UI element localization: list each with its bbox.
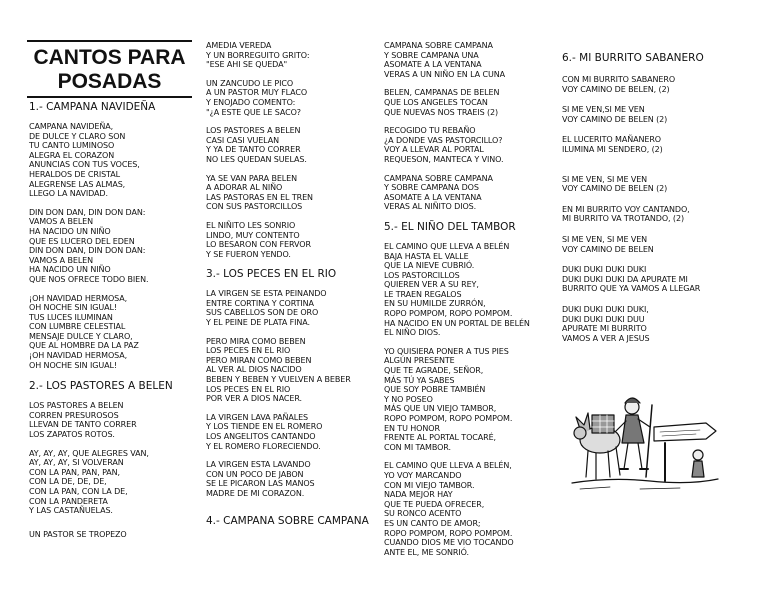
stanza [562,105,762,124]
lyric-line: ANTE EL, ME SONRIÓ. [384,547,469,557]
lyric-line: REQUESON, MANTECA Y VINO. [384,154,504,164]
lyric-line: BEBEN Y BEBEN Y VUELVEN A BEBER [206,375,351,385]
stanza [29,530,199,540]
lyric-line: NO LES QUEDAN SUELAS. [206,154,307,164]
lyric-line: LOS PASTORCILLOS [384,270,460,280]
lyric-line: CON LA DE, DE, DE, [29,477,107,487]
lyric-line: QUE TE PUEDA OFRECER, [384,499,485,509]
lyric-line: ASOMATE A LA VENTANA [384,192,482,202]
lyric-line: EN MI BURRITO VOY CANTANDO, [562,204,690,214]
lyric-line: DUKI DUKI DUKI DA APURATE MI [562,274,688,284]
lyric-line: LLEGO LA NAVIDAD. [29,189,108,199]
lyric-line: MÁS QUE UN VIEJO TAMBOR, [384,404,497,414]
lyric-line: OH NOCHE SIN IGUAL! [29,303,117,313]
stanza [562,265,762,294]
lyric-line: Y ENOJADO COMENTO: [206,97,296,107]
lyric-line: ES UN CANTO DE AMOR; [384,518,481,528]
lyric-line: AL VER AL DIOS NACIDO [206,365,302,375]
lyric-line: QUE NOS OFRECE TODO BIEN. [29,274,149,284]
song-heading-1: 1.- CAMPANA NAVIDEÑA [29,101,156,113]
lyric-line: LO BESARON CON FERVOR [206,240,311,250]
lyric-line: DIN DON DAN, DIN DON DAN: [29,246,146,256]
stanza [206,337,381,404]
stanza [206,126,381,164]
lyric-line: BAJA HASTA EL VALLE [384,251,469,261]
lyric-line: EL CAMINO QUE LLEVA A BELÉN, [384,461,512,471]
lyric-line: CAMPANA NAVIDEÑA, [29,122,114,131]
stanza [206,174,381,212]
lyric-line: SUS CABELLOS SON DE ORO [206,308,319,318]
lyric-line: ¡OH NAVIDAD HERMOSA, [29,293,128,303]
lyric-line: QUE AL HOMBRE DA LA PAZ [29,341,139,351]
lyric-line: MENSAJE DULCE Y CLARO, [29,331,133,341]
lyric-line: LOS PASTORES A BELEN [29,401,124,411]
lyric-line: DUKI DUKI DUKI DUKI, [562,304,649,314]
stanza [29,401,199,439]
stanza [562,75,762,94]
lyric-line: RECOGIDO TU REBAÑO [384,126,476,136]
lyric-line: EL LUCERITO MAÑANERO [562,135,661,145]
lyric-line: ASOMATE A LA VENTANA [384,60,482,70]
lyric-line: Y EL PEINE DE PLATA FINA. [206,318,310,328]
lyric-line: SE LE PICARON LAS MANOS [206,479,315,489]
lyric-line: LOS ANGELITOS CANTANDO [206,432,316,441]
lyric-line: CON LA PAN, PAN, PAN, [29,467,120,477]
lyric-line: VOY CAMINO DE BELEN [562,244,654,254]
lyric-line: VOY CAMINO DE BELEN (2) [562,114,668,124]
lyric-line: YA SE VAN PARA BELEN [206,173,297,183]
lyric-line: SI ME VEN, SI ME VEN [562,234,648,244]
lyric-line: VOY CAMINO DE BELEN (2) [562,184,668,194]
lyric-line: HA NACIDO EN UN PORTAL DE BELÉN [384,318,530,328]
lyric-line: LINDO, MUY CONTENTO [206,230,300,240]
lyric-line: YO VOY MARCANDO [384,470,462,480]
lyric-line: A ADORAR AL NIÑO [206,183,283,193]
lyric-line: VAMOS A BELEN [29,217,94,227]
lyric-line: CON MI TAMBOR. [384,442,451,452]
lyric-line: BURRITO QUE YA VAMOS A LLEGAR [562,284,701,294]
stanza [384,88,559,117]
lyric-line: CAMPANA SOBRE CAMPANA [384,41,493,50]
lyric-line: VOY CAMINO DE BELEN, (2) [562,84,670,94]
lyric-line: Y SOBRE CAMPANA DOS [384,183,479,193]
lyric-line: DIN DON DAN, DIN DON DAN: [29,207,146,217]
lyric-line: CON SUS PASTORCILLOS [206,202,303,212]
stanza [384,461,559,557]
stanza [206,289,381,327]
lyric-line: QUE ES LUCERO DEL EDEN [29,236,135,246]
stanza [562,205,762,224]
lyric-line: EN TU HONOR [384,423,440,433]
lyric-line: Y SOBRE CAMPANA UNA [384,50,479,60]
column-2 [206,41,381,536]
lyric-line: AMEDIA VEREDA [206,41,272,50]
lyric-line: "ESE AHI SE QUEDA" [206,60,288,70]
lyric-line: ALEGRA EL CORAZON [29,150,115,160]
lyric-line: QUE LA NIEVE CUBRIÓ. [384,261,475,271]
lyric-line: NADA MEJOR HAY [384,490,453,500]
lyric-line: LLEVAN DE TANTO CORRER [29,420,137,430]
stanza [384,174,559,212]
song-heading-3: 3.- LOS PECES EN EL RIO [206,268,337,281]
lyric-line: ANUNCIAS CON TUS VOCES, [29,160,140,170]
stanza [384,347,559,453]
column-4 [562,52,762,352]
lyric-line: Y LAS CASTAÑUELAS. [29,506,113,516]
lyric-line: LOS PECES EN EL RIO [206,346,291,356]
column-3 [384,41,559,566]
stanza [562,175,762,194]
stanza [29,208,199,285]
lyric-line: AY, AY, AY, SI VOLVERAN [29,458,124,468]
lyric-line: A UN PASTOR MUY FLACO [206,88,308,98]
page-title-line-1: CANTOS PARA [33,46,186,69]
lyric-line: SI ME VEN,SI ME VEN [562,105,645,115]
lyric-line: HA NACIDO UN NIÑO [29,265,111,275]
lyric-line: Y UN BORREGUITO GRITO: [206,50,310,60]
stanza [206,41,381,70]
lyric-line: LE TRAEN REGALOS [384,289,462,299]
lyric-line: VAMOS A VER A JESUS [562,333,650,343]
stanza [206,413,381,451]
lyric-line: LA VIRGEN ESTA LAVANDO [206,460,311,470]
lyric-line: ALGÚN PRESENTE [384,356,455,366]
lyric-line: CON LA PAN, CON LA DE, [29,487,128,496]
lyric-line: LOS PECES EN EL RIO [206,384,291,394]
lyric-line: SI ME VEN, SI ME VEN [562,174,648,184]
lyric-line: QUE LOS ANGELES TOCAN [384,97,488,107]
stanza [562,235,762,254]
lyric-line: HA NACIDO UN NIÑO [29,226,111,236]
lyric-line: Y SE FUERON YENDO. [206,249,291,259]
song-heading-5: 5.- EL NIÑO DEL TAMBOR [384,220,516,233]
lyric-line: LAS PASTORAS EN EL TREN [206,192,313,202]
title-block [27,40,192,98]
lyric-line: DE DULCE Y CLARO SON [29,131,126,141]
lyric-line: Y LOS TIENDE EN EL ROMERO [206,422,323,432]
lyric-line: CAMPANA SOBRE CAMPANA [384,173,493,183]
lyric-line: ENTRE CORTINA Y CORTINA [206,298,314,308]
lyric-line: YO QUISIERA PONER A TUS PIES [384,346,509,356]
lyric-line: POR VER A DIOS NACER. [206,394,302,404]
lyric-line: QUE SOY POBRE TAMBIÉN [384,385,486,395]
lyric-line: CORREN PRESUROSOS [29,410,119,420]
lyric-line: CON UN POCO DE JABON [206,469,304,479]
shepherd-donkey-illustration [570,385,720,495]
lyric-line: CASI CASI VUELAN [206,135,279,145]
lyric-line: EL NIÑITO LES SONRIO [206,220,296,230]
song-heading-4: 4.- CAMPANA SOBRE CAMPANA [206,514,369,527]
lyric-line: ROPO POMPOM, ROPO POMPOM. [384,309,513,319]
stanza [384,242,559,338]
lyric-line: DUKI DUKI DUKI DUU [562,314,645,324]
lyric-line: AY, AY, AY, QUE ALEGRES VAN, [29,448,149,458]
lyric-line: APURATE MI BURRITO [562,324,647,334]
lyric-line: EL CAMINO QUE LLEVA A BELÉN [384,241,510,251]
stanza [206,221,381,259]
lyric-line: Y YA DE TANTO CORRER [206,145,301,155]
stanza [562,305,762,343]
lyric-line: ALEGRENSE LAS ALMAS, [29,179,126,189]
lyric-line: SU RONCO ACENTO [384,509,462,519]
lyric-line: MADRE DE MI CORAZON. [206,488,305,498]
song-heading-6: 6.- MI BURRITO SABANERO [562,52,704,64]
lyric-line: PERO MIRAN COMO BEBEN [206,355,312,365]
stanza [206,460,381,498]
lyric-line: LOS PASTORES A BELEN [206,126,301,136]
lyric-line: LA VIRGEN SE ESTA PEINANDO [206,289,327,299]
lyric-line: VAMOS A BELEN [29,255,94,265]
stanza [562,135,762,154]
lyric-line: UN ZANCUDO LE PICO [206,78,294,88]
stanza [29,294,199,371]
lyric-line: ROPO POMPOM, ROPO POMPOM. [384,414,513,423]
stanza [29,449,199,516]
lyric-line: ILUMINA MI SENDERO, (2) [562,144,663,154]
lyric-line: LOS ZAPATOS ROTOS. [29,430,115,440]
lyric-line: MI BURRITO VA TROTANDO, (2) [562,214,684,224]
page-title-line-2: POSADAS [57,70,162,93]
lyric-line: Y EL ROMERO FLORECIENDO. [206,441,321,451]
lyric-line: MÁS TÚ YA SABES [384,375,455,385]
lyric-line: CON LUMBRE CELESTIAL [29,322,126,332]
lyric-line: LA VIRGEN LAVA PAÑALES [206,412,309,422]
lyric-line: QUIEREN VER A SU REY, [384,280,479,290]
lyric-line: UN PASTOR SE TROPEZO [29,529,127,539]
lyric-line: QUE TE AGRADE, SEÑOR, [384,366,484,376]
lyric-line: ¡OH NAVIDAD HERMOSA, [29,351,128,361]
stanza [384,41,559,79]
stanza [206,79,381,117]
lyric-line: VERAS A UN NIÑO EN LA CUNA [384,69,505,79]
song-heading-2: 2.- LOS PASTORES A BELEN [29,380,173,393]
lyric-line: FRENTE AL PORTAL TOCARÉ, [384,433,496,443]
lyric-line: EL NIÑO DIOS. [384,328,441,338]
lyric-line: ¿A DONDE VAS PASTORCILLO? [384,135,503,145]
lyric-line: TU CANTO LUMINOSO [29,141,115,151]
lyric-line: CON MI BURRITO SABANERO [562,75,676,84]
lyric-line: VERAS AL NIÑITO DIOS. [384,202,477,212]
lyric-line: OH NOCHE SIN IGUAL! [29,360,117,370]
lyric-line: QUE NUEVAS NOS TRAEIS (2) [384,107,499,117]
lyric-line: ROPO POMPOM, ROPO POMPOM. [384,528,513,538]
lyric-line: DUKI DUKI DUKI DUKI [562,265,647,275]
lyric-line: PERO MIRA COMO BEBEN [206,336,306,346]
lyric-line: CUANDO DIOS ME VIO TOCANDO [384,538,514,548]
lyric-line: CON LA PANDERETA [29,496,108,506]
lyric-line: "¿A ESTE QUE LE SACO? [206,107,301,117]
stanza [29,122,199,199]
lyric-line: VOY A LLEVAR AL PORTAL [384,145,484,155]
stanza [384,126,559,164]
lyric-line: EN SU HUMILDE ZURRÓN, [384,299,486,309]
lyric-line: TUS LUCES ILUMINAN [29,312,113,322]
column-1 [29,101,199,548]
lyric-line: BELEN, CAMPANAS DE BELEN [384,88,500,98]
lyric-line: CON MI VIEJO TAMBOR. [384,480,475,490]
lyric-line: HERALDOS DE CRISTAL [29,169,120,179]
lyric-line: Y NO POSEO [384,394,433,404]
